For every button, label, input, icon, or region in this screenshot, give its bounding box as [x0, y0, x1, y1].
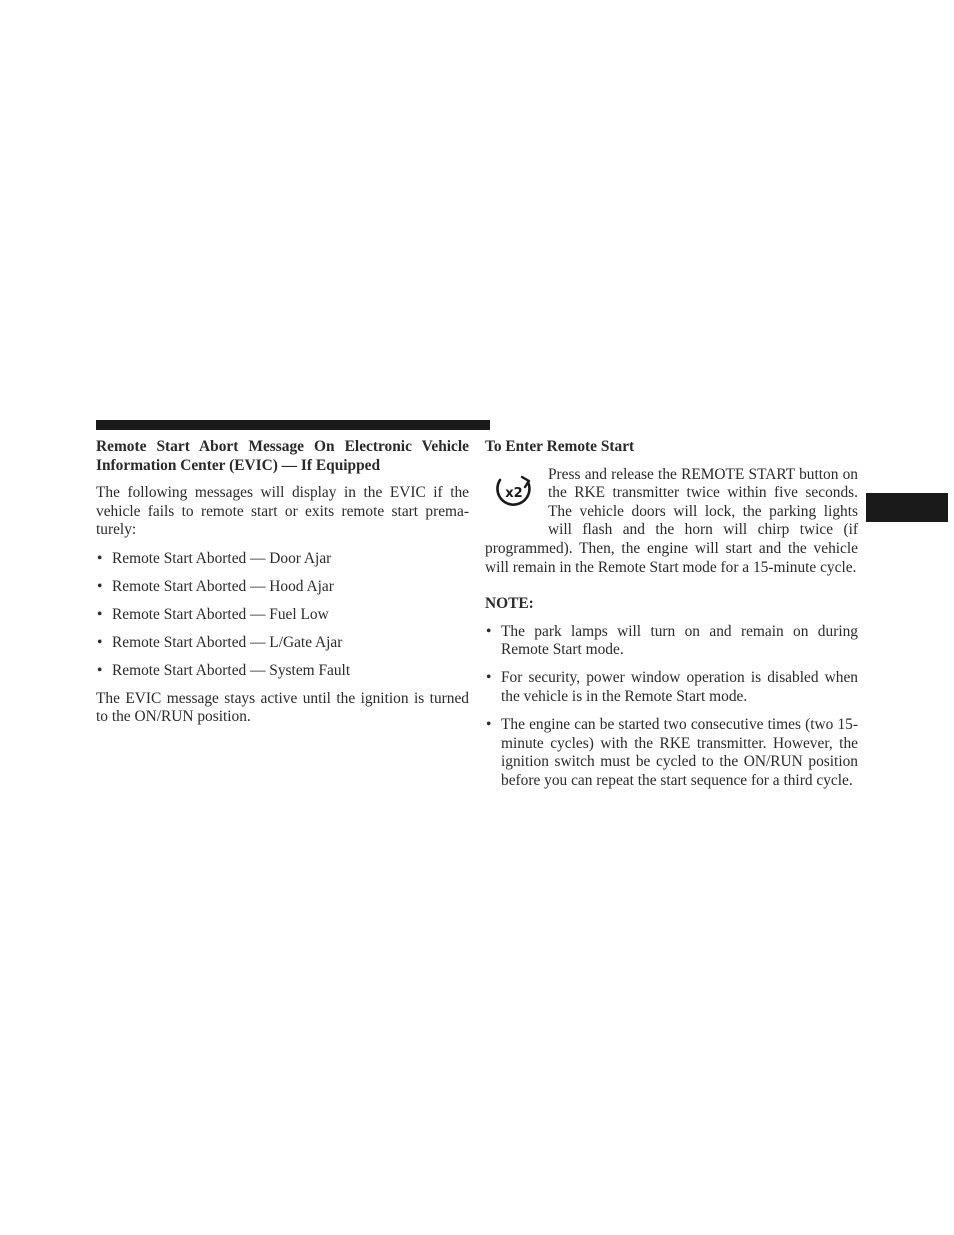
list-item: • Remote Start Aborted — L/Gate Ajar [97, 633, 343, 651]
section-divider-bar [96, 420, 490, 430]
chapter-tab [866, 493, 948, 522]
abort-message-closing: The EVIC message stays active until the ignition is turned to the ON/RUN position. [96, 689, 469, 726]
list-item: • Remote Start Aborted — Hood Ajar [97, 577, 334, 595]
abort-message-intro: The following messages will display in the EVIC if the vehicle fails to remote start or exits remote start prema-turely: [96, 484, 469, 539]
note-list [485, 623, 858, 791]
list-item: • The park lamps will turn on and remain on during Remote Start mode. [486, 622, 858, 659]
note-label: NOTE: [485, 595, 534, 613]
list-item: • For security, power window operation is disabled when the vehicle is in the Remote Start mode. [486, 669, 858, 705]
abort-message-heading: Remote Start Abort Message On Electronic Vehicle Information Center (EVIC) — If Equipped [96, 438, 469, 474]
svg-text:x2: x2 [505, 485, 523, 501]
list-item: • Remote Start Aborted — Door Ajar [97, 549, 332, 567]
right-column [485, 438, 858, 800]
remote-start-instruction: Press and release the REMOTE START button on the RKE transmitter twice within five seconds. The vehicle doors will lock, the parking lights will flash and the horn will chirp twice (if programmed). Then, the engine will start and the vehicle will remain in the Remote Start mode for a 15-minute cycle. [485, 465, 858, 576]
list-item: • Remote Start Aborted — Fuel Low [97, 605, 329, 623]
list-item: • The engine can be started two consecutive times (two 15-minute cycles) with the RKE transmitter. However, the ignition switch must be cycled to the ON/RUN position before you can repeat the start sequence for a third cycle. [486, 715, 858, 789]
left-column [96, 438, 469, 736]
list-item: • Remote Start Aborted — System Fault [97, 661, 351, 679]
enter-remote-start-heading: To Enter Remote Start [485, 438, 635, 455]
remote-start-x2-icon [483, 466, 545, 522]
abort-message-list [96, 550, 469, 681]
